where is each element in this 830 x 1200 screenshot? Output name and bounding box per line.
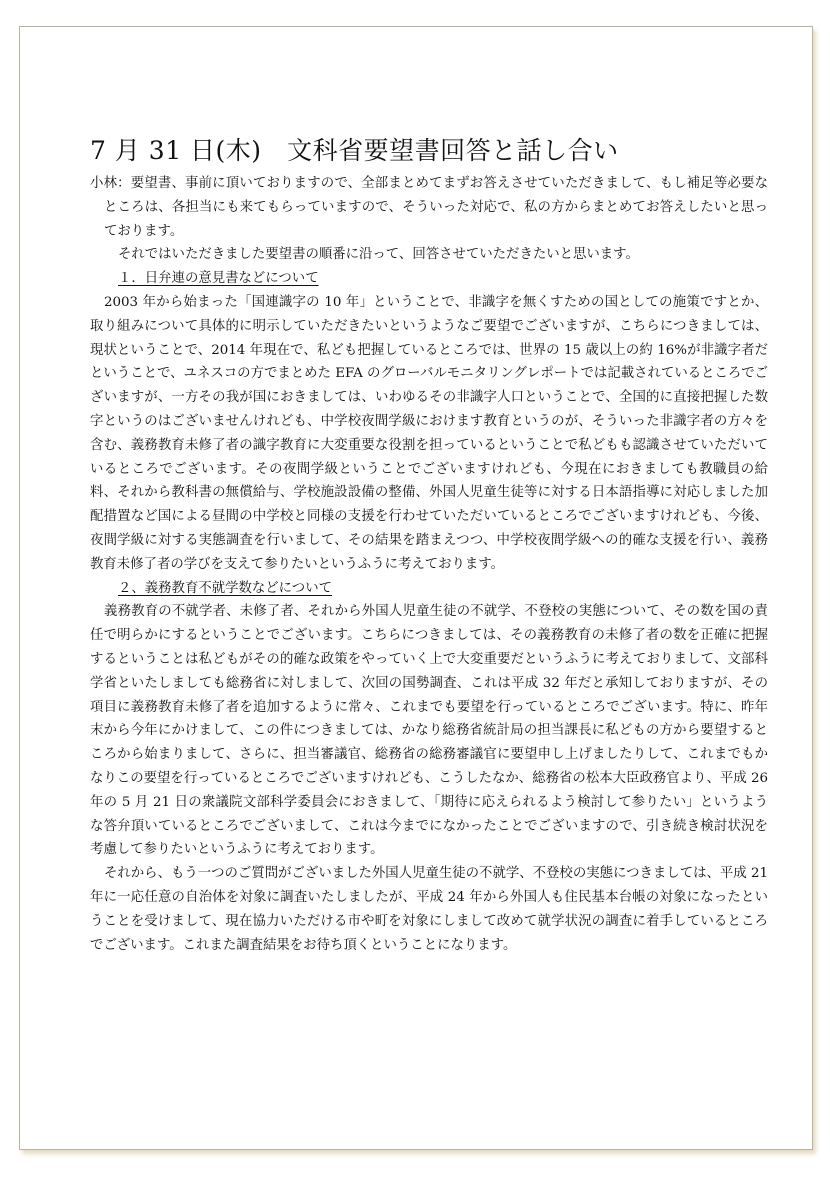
document-page	[19, 26, 813, 1150]
section-2-body-2: それから、もう一つのご質問がございました外国人児童生徒の不就学、不登校の実態につきましては、平成 21 年に一応任意の自治体を対象に調査いたしましたが、平成 24 年から外国人も住民基本台帳の対象になったということを受けまして、現在協力いただける市や町を対象にしまして改めて就学状況の調査に着手しているところでございます。これまた調査結果をお待ち頂くということになります。	[90, 866, 768, 953]
intro-paragraph: それではいただきました要望書の順番に沿って、回答させていただきたいと思います。	[118, 247, 639, 263]
speaker-paragraph: 小林：要望書、事前に頂いておりますので、全部まとめてまずお答えさせていただきまして、もし補足等必要なところは、各担当にも来てもらっていますので、そういった対応で、私の方からまとめてお答えしたいと思っております。	[90, 176, 768, 239]
section-heading-2	[90, 577, 768, 601]
section-heading-2-text: ２、義務教育不就学数などについて	[118, 580, 332, 596]
section-heading-1-text: １．日弁連の意見書などについて	[118, 271, 319, 287]
section-2-body-1: 義務教育の不就学者、未修了者、それから外国人児童生徒の不就学、不登校の実態について、その数を国の責任で明らかにするということでございます。こちらにつきましては、その義務教育の未修了者の数を正確に把握するということは私どもがその的確な政策をやっていく上で大変重要だというふうに考えておりまして、文部科学省といたしましても総務省に対しまして、次回の国勢調査、これは平成 32 年だと承知しておりますが、その項目に義務教育未修了者を追加するように常々、これまでも要望を行っているところでございます。特に、昨年末から今年にかけまして、この件につきましては、かなり総務省統計局の担当課長に私どもの方から要望するところから始まりまして、さらに、担当審議官、総務省の総務審議官に要望申し上げましたりして、これまでもかなりこの要望を行っているところでございますけれども、こうしたなか、総務省の松本大臣政務官より、平成 26 年の 5 月 21 日の衆議院文部科学委員会におきまして、「期待に応えられるよう検討して参りたい」というような答弁頂いているところでございまして、これは今までになかったことでございますので、引き続き検討状況を考慮して参りたいというふうに考えております。	[90, 604, 768, 858]
section-1-body: 2003 年から始まった「国連識字の 10 年」ということで、非識字を無くすための国としての施策ですとか、取り組みについて具体的に明示していただきたいというようなご要望でございますが、こちらにつきましては、現状ということで、2014 年現在で、私ども把握しているところでは、世界の 15 歳以上の約 16%が非識字者だということで、ユネスコの方でまとめた EFA のグローバルモニタリングレポートでは記載されているところでございますが、一方その我が国におきましては、いわゆるその非識字人口ということで、全国的に直接把握した数字というのはございませんけれども、中学校夜間学級におけます教育というのが、そういった非識字者の方々を含む、義務教育未修了者の識字教育に大変重要な役割を担っているということで私どもも認識させていただいているところでございます。その夜間学級ということでございますけれども、今現在におきましても教職員の給料、それから教科書の無償給与、学校施設設備の整備、外国人児童生徒等に対する日本語指導に対応しました加配措置など国による昼間の中学校と同様の支援を行わせていただいているところでございますけれども、今後、夜間学級に対する実態調査を行いまして、その結果を踏まえつつ、中学校夜間学級への的確な支援を行い、義務教育未修了者の学びを支えて参りたいというふうに考えております。	[90, 294, 768, 572]
document-body	[90, 134, 768, 957]
page-title: 7 月 31 日(木) 文科省要望書回答と話し合い	[90, 136, 619, 165]
section-heading-1	[90, 267, 768, 291]
